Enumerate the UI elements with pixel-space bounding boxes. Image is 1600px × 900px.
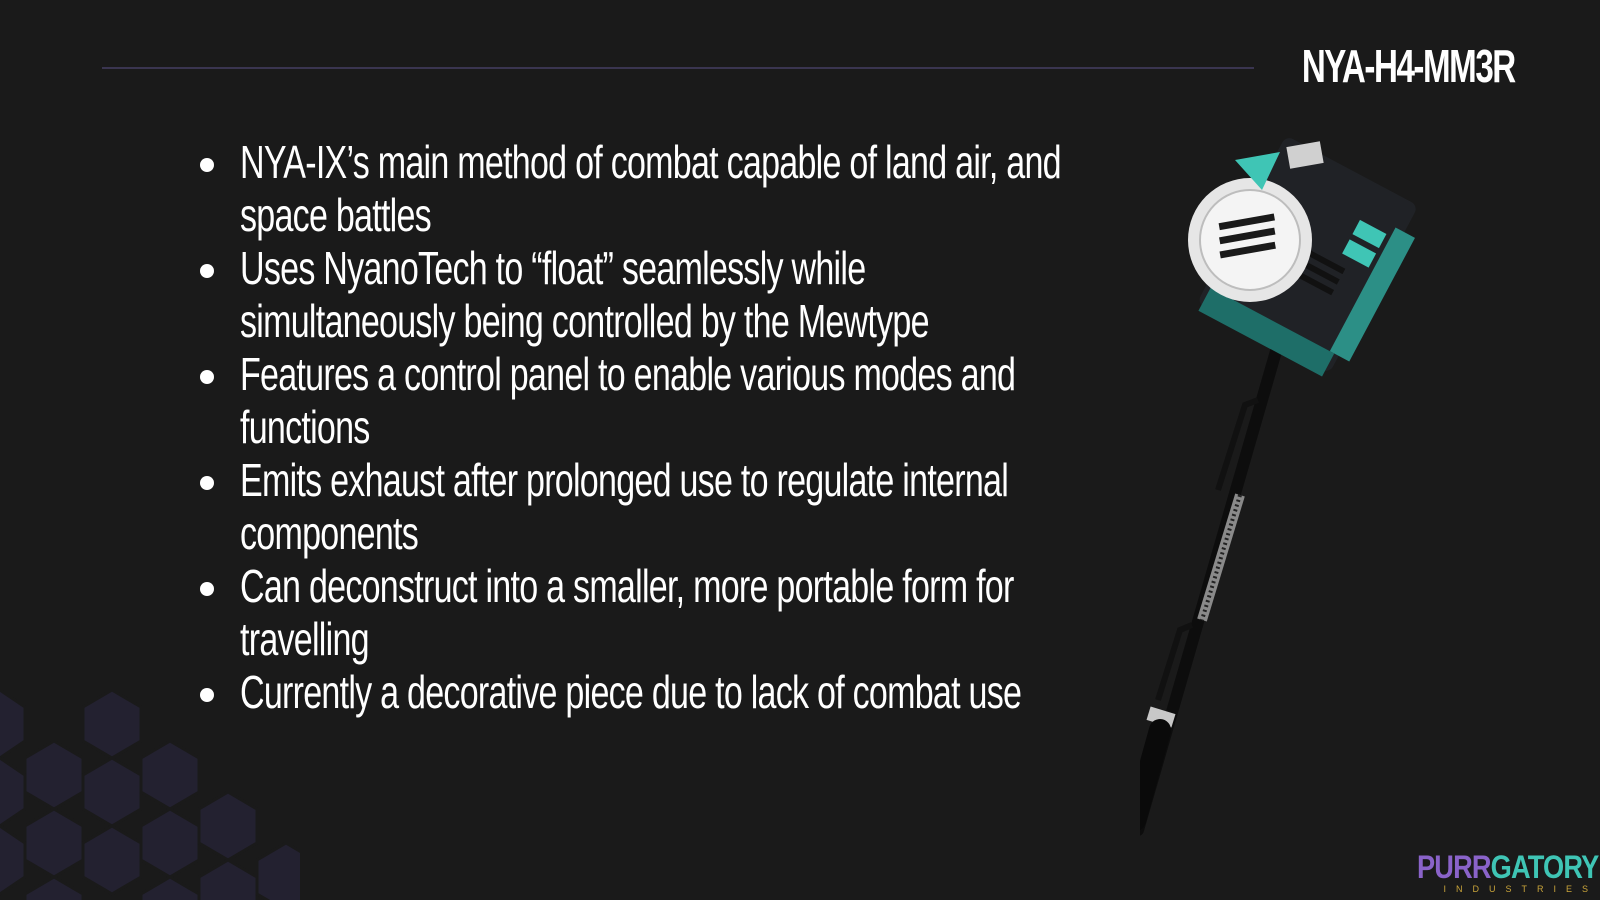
bullet-item: Features a control panel to enable various modes and functions <box>192 348 1272 454</box>
hammer-illustration <box>1140 130 1450 850</box>
bullet-list <box>192 136 1272 719</box>
bullet-item: Currently a decorative piece due to lack of combat use <box>192 666 1272 719</box>
title-divider <box>102 67 1254 69</box>
bullet-item: Uses NyanoTech to “float” seamlessly while simultaneously being controlled by the Mewtype <box>192 242 1272 348</box>
bullet-item: NYA-IX’s main method of combat capable of land air, and space battles <box>192 136 1272 242</box>
bullet-item: Emits exhaust after prolonged use to regulate internal components <box>192 454 1272 560</box>
hexagon-pattern <box>0 690 300 900</box>
slide-title: NYA-H4-MM3R <box>1302 40 1515 92</box>
bullet-item: Can deconstruct into a smaller, more portable form for travelling <box>192 560 1272 666</box>
company-logo: PURRGATORY INDUSTRIES <box>1416 849 1598 894</box>
